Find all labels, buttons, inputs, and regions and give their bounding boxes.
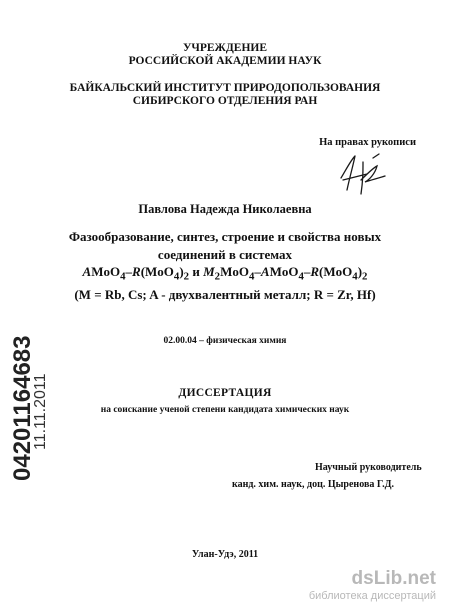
library-watermark [309, 569, 436, 603]
supervisor-title: Научный руководитель [315, 462, 422, 473]
manuscript-rights-note: На правах рукописи [319, 137, 416, 148]
institution-line-2: РОССИЙСКОЙ АКАДЕМИИ НАУК [128, 55, 322, 67]
title-formula: $AMoO_4-R(MoO_4)_2$ и $M_2MoO_4-AMoO_4-R(MoO_4)_2$ [82, 264, 368, 283]
institution-header [0, 42, 450, 68]
specialty-code: 02.00.04 – физическая химия [163, 336, 287, 346]
dissertation-title [0, 228, 450, 304]
side-catalog-number: 04201164683 [9, 335, 36, 481]
handwritten-signature [333, 150, 393, 200]
title-line-4: (M = Rb, Cs; A - двухвалентный металл; R = Zr, Hf) [74, 287, 376, 303]
author-name: Павлова Надежда Николаевна [138, 202, 312, 216]
watermark-logo: dsLib.net [351, 568, 436, 589]
institute-line-2: СИБИРСКОГО ОТДЕЛЕНИЯ РАН [132, 95, 318, 107]
supervisor-name: канд. хим. наук, доц. Цыренова Г.Д. [232, 479, 394, 490]
institute-line-1: БАЙКАЛЬСКИЙ ИНСТИТУТ ПРИРОДОПОЛЬЗОВАНИЯ [69, 82, 381, 94]
watermark-subtitle: библиотека диссертаций [308, 590, 436, 602]
institution-line-1: УЧРЕЖДЕНИЕ [182, 42, 268, 54]
dissertation-subtitle: на соискание ученой степени кандидата химических наук [100, 405, 350, 415]
dissertation-heading: ДИССЕРТАЦИЯ [178, 387, 272, 399]
city-year: Улан-Удэ, 2011 [191, 549, 259, 560]
institute-header [0, 82, 450, 108]
title-line-2: соединений в системах [157, 246, 293, 262]
title-line-1: Фазообразование, синтез, строение и свойства новых [68, 229, 382, 244]
side-date-stamp: 11.11.2011 [32, 373, 49, 450]
